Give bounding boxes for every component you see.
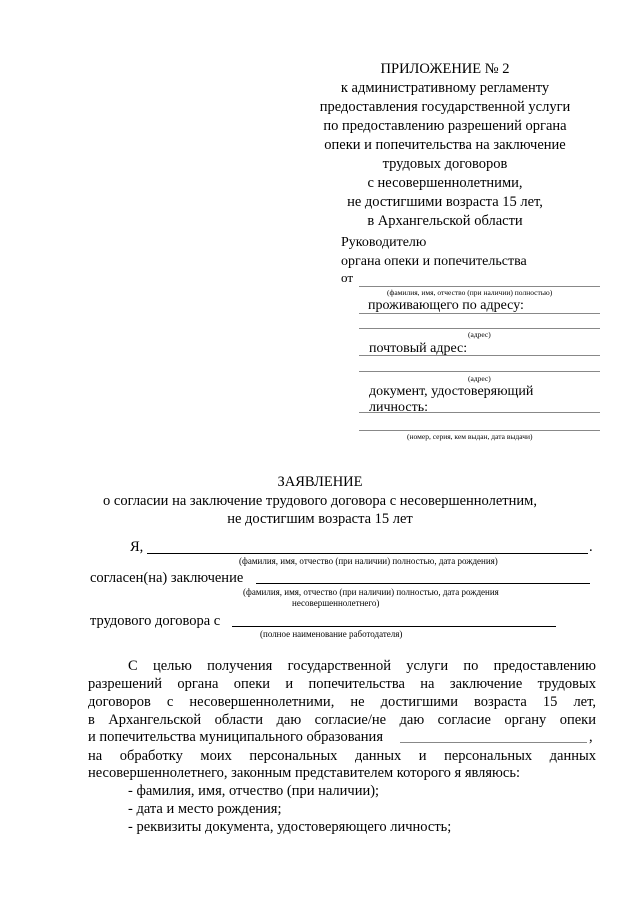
appendix-line: по предоставлению разрешений органа [323, 118, 567, 134]
doc-label-2: личность: [369, 400, 428, 415]
appendix-line: предоставления государственной услуги [319, 99, 571, 115]
residing-label: проживающего по адресу: [368, 298, 524, 313]
postal-field-line[interactable] [359, 371, 600, 372]
minor-fio-hint-2: несовершеннолетнего) [292, 598, 380, 608]
statement-subtitle-2: не достигшим возраста 15 лет [227, 511, 413, 527]
i-label: Я, [130, 539, 144, 555]
address-hint: (адрес) [468, 330, 491, 339]
consent-line-5: и попечительства муниципального образования [88, 729, 383, 745]
from-label: от [341, 270, 354, 285]
appendix-line: трудовых договоров [382, 156, 508, 172]
addressee-line-1: Руководителю [341, 235, 427, 250]
doc-underline [359, 412, 600, 413]
appendix-header [300, 60, 590, 231]
consent-line-4: в Архангельской области даю согласие/не даю согласие органу опеки [88, 712, 596, 728]
residing-underline [359, 313, 600, 314]
applicant-fio-hint: (фамилия, имя, отчество (при наличии) полностью, дата рождения) [239, 556, 498, 566]
employer-hint: (полное наименование работодателя) [260, 629, 403, 639]
appendix-title: ПРИЛОЖЕНИЕ № 2 [380, 61, 510, 77]
minor-fio-field[interactable] [256, 583, 590, 584]
doc-label-1: документ, удостоверяющий [369, 384, 534, 399]
employer-field[interactable] [232, 626, 556, 627]
appendix-line: не достигшими возраста 15 лет, [347, 194, 543, 210]
applicant-fio-field[interactable] [147, 553, 588, 554]
postal-underline [359, 355, 600, 356]
list-item: - фамилия, имя, отчество (при наличии); [128, 783, 380, 799]
consent-line-3: договоров с несовершеннолетними, не достигшими возраста 15 лет, [88, 694, 596, 710]
fio-field-line[interactable] [359, 286, 600, 287]
address-field-line[interactable] [359, 328, 600, 329]
i-end-dot: . [589, 539, 593, 555]
postal-hint: (адрес) [468, 374, 491, 383]
contract-label: трудового договора с [90, 613, 221, 629]
consent-line-2: разрешений органа опеки и попечительства на заключение трудовых [88, 676, 596, 692]
postal-label: почтовый адрес: [369, 341, 468, 356]
doc-field-line[interactable] [359, 430, 600, 431]
addressee-line-2: органа опеки и попечительства [341, 254, 527, 269]
agree-label: согласен(на) заключение [90, 570, 244, 586]
list-item: - реквизиты документа, удостоверяющего личность; [128, 819, 452, 835]
list-item: - дата и место рождения; [128, 801, 282, 817]
minor-fio-hint-1: (фамилия, имя, отчество (при наличии) полностью, дата рождения [243, 587, 499, 597]
municipality-comma: , [589, 729, 593, 745]
appendix-line: в Архангельской области [367, 213, 523, 229]
appendix-line: опеки и попечительства на заключение [324, 137, 566, 153]
statement-subtitle-1: о согласии на заключение трудового договора с несовершеннолетним, [103, 493, 537, 509]
appendix-line: с несовершеннолетними, [367, 175, 523, 191]
consent-line-1: С целью получения государственной услуги по предоставлению [128, 658, 596, 674]
statement-title: ЗАЯВЛЕНИЕ [277, 474, 363, 490]
municipality-field[interactable] [400, 742, 587, 743]
doc-hint: (номер, серия, кем выдан, дата выдачи) [407, 432, 533, 441]
appendix-line: к административному регламенту [340, 80, 550, 96]
consent-line-6: на обработку моих персональных данных и персональных данных [88, 748, 596, 764]
fio-hint: (фамилия, имя, отчество (при наличии) полностью) [387, 288, 553, 297]
consent-line-7: несовершеннолетнего, законным представителем которого я являюсь: [88, 765, 520, 781]
